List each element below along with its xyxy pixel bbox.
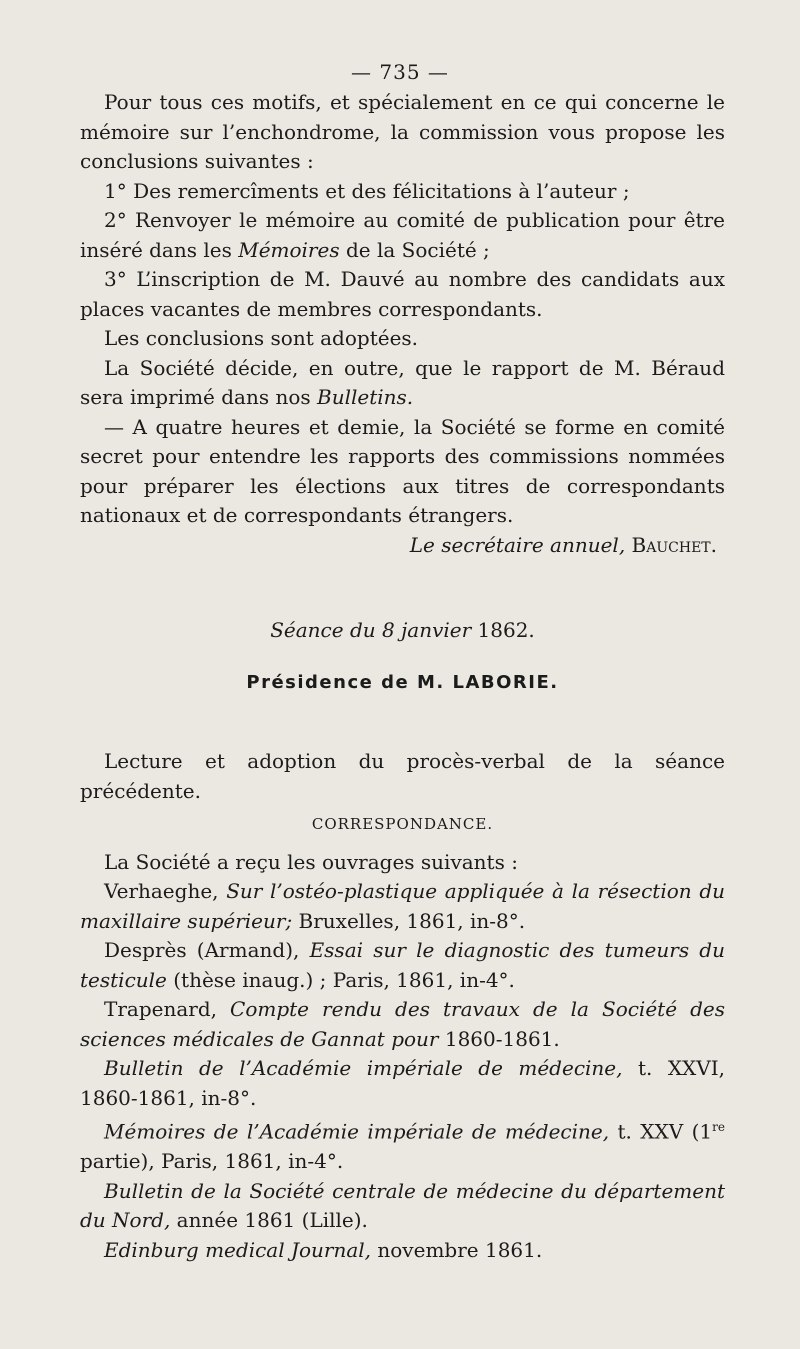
seance-heading: Séance du 8 janvier 1862. xyxy=(270,618,535,642)
bib-entry-trapenard: Trapenard, Compte rendu des travaux de la Société des sciences médicales de Gannat pour 1860-1861. xyxy=(80,997,725,1051)
signature xyxy=(80,531,725,561)
paragraph-comite-secret: — A quatre heures et demie, la Société se forme en comité secret pour entendre les rapports des commissions nommées pour préparer les élections aux titres de correspondants nationaux et de correspondants étrangers. xyxy=(80,414,725,527)
bib-entry-bulletin-academie: Bulletin de l’Académie impériale de médecine, t. XXVI, 1860-1861, in-8°. xyxy=(80,1056,725,1110)
paragraph-lecture: Lecture et adoption du procès-verbal de la séance précédente. xyxy=(80,749,725,803)
bib-entry-bulletin-nord: Bulletin de la Société centrale de médecine du département du Nord, année 1861 (Lille). xyxy=(80,1178,725,1233)
paragraph-rapport: La Société décide, en outre, que le rapport de M. Béraud sera imprimé dans nos Bulletins. xyxy=(80,355,725,409)
conclusion-item-1: 1° Des remercîments et des félicitations à l’auteur ; xyxy=(104,178,630,203)
bib-entry-despres: Desprès (Armand), Essai sur le diagnostic des tumeurs du testicule (thèse inaug.) ; Paris, 1861, in-4°. xyxy=(80,938,725,992)
signature-role: Le secrétaire annuel, xyxy=(409,532,626,557)
paragraph-adoptees: Les conclusions sont adoptées. xyxy=(104,326,419,350)
conclusion-item-3: 3° L’inscription de M. Dauvé au nombre des candidats aux places vacantes de membres correspondants. xyxy=(80,267,725,321)
signature-name: Bauchet. xyxy=(631,532,717,557)
presidence-heading: Présidence de M. LABORIE. xyxy=(246,671,559,693)
conclusion-item-2: 2° Renvoyer le mémoire au comité de publication pour être inséré dans les Mémoires de la Société ; xyxy=(80,208,725,262)
body-text xyxy=(80,88,725,1265)
correspondance-heading: CORRESPONDANCE. xyxy=(311,815,494,833)
page-number: — 735 — xyxy=(351,60,449,84)
bib-entry-edinburg: Edinburg medical Journal, novembre 1861. xyxy=(104,1237,543,1262)
paragraph-ouvrages: La Société a reçu les ouvrages suivants : xyxy=(104,849,518,874)
bib-entry-verhaeghe: Verhaeghe, Sur l’ostéo-plastique appliquée à la résection du maxillaire supérieur; Bruxelles, 1861, in-8°. xyxy=(80,879,725,933)
paragraph-motifs: Pour tous ces motifs, et spécialement en ce qui concerne le mémoire sur l’enchondrome, la commission vous propose les conclusions suivantes : xyxy=(80,90,725,173)
bib-entry-memoires-academie: Mémoires de l’Académie impériale de médecine, t. XXV (1re partie), Paris, 1861, in-4°. xyxy=(80,1119,725,1174)
